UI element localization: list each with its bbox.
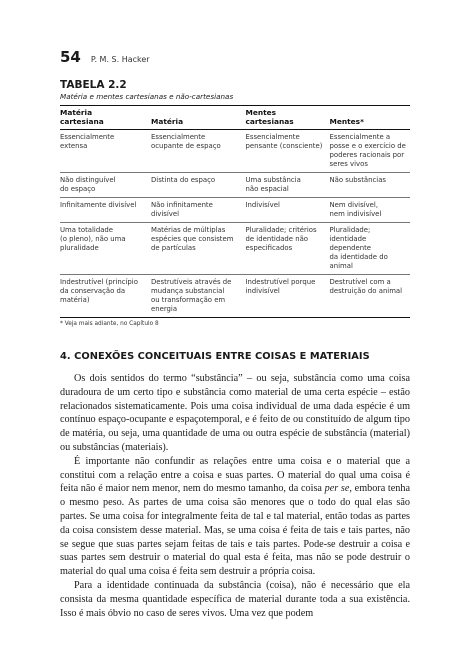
table-cell: Essencialmente ocupante de espaço bbox=[151, 133, 221, 150]
table-cell: Nem divisível, nem indivisível bbox=[329, 201, 382, 218]
table-cell: Não distinguível do espaço bbox=[60, 176, 116, 193]
table-cell: Destrutível com a destruição do animal bbox=[329, 278, 403, 295]
table-row bbox=[60, 275, 410, 318]
table-cell: Pluralidade; critérios de identidade não especificados bbox=[245, 226, 317, 252]
table-cell: Destrutíveis através de mudança substancial ou transformação em energia bbox=[151, 278, 232, 313]
column-header: Mentes cartesianas bbox=[245, 108, 294, 126]
body-paragraph: Os dois sentidos do termo “substância” – ou seja, substância como uma coisa duradoura de um certo tipo e substância como material de uma certa espécie – estão relacionados sistematicamente. Pois uma coisa individual de uma dada espécie é um contínuo espaço-ocupante e espaçotemporal, e é feito de ou constituído de algum tipo de matéria, ou seja, uma quantidade de uma ou outra espécie de substância (material) ou substâncias (materiais). bbox=[60, 373, 410, 453]
body-paragraph: Para a identidade continuada da substância (coisa), não é necessário que ela consista da mesma quantidade específica de material durante toda a sua existência. Isso é mais óbvio no caso de seres vivos. Uma vez que podem bbox=[60, 579, 410, 619]
table-body bbox=[60, 130, 410, 318]
table-title: TABELA 2.2 bbox=[60, 79, 127, 91]
table-cell: Indestrutível porque indivisível bbox=[245, 278, 316, 295]
table-row bbox=[60, 223, 410, 275]
table-cell: Distinta do espaço bbox=[151, 176, 216, 184]
table-cell: Infinitamente divisível bbox=[60, 201, 137, 209]
table-cell: Indivisível bbox=[245, 201, 280, 209]
section-heading: 4. CONEXÕES CONCEITUAIS ENTRE COISAS E MATERIAIS bbox=[60, 351, 370, 362]
table-caption: Matéria e mentes cartesianas e não-cartesianas bbox=[60, 92, 234, 101]
table-cell: Uma substância não espacial bbox=[245, 176, 301, 193]
running-head bbox=[60, 48, 150, 66]
table-cell: Essencialmente extensa bbox=[60, 133, 115, 150]
table-cell: Essencialmente pensante (consciente) bbox=[245, 133, 323, 150]
table-footnote: * Veja mais adiante, no Capítulo 8 bbox=[60, 321, 159, 327]
running-head-author: P. M. S. Hacker bbox=[90, 55, 150, 64]
table-2-2 bbox=[60, 79, 410, 327]
comparison-table bbox=[60, 108, 410, 318]
column-header: Mentes* bbox=[329, 117, 364, 126]
table-row bbox=[60, 130, 410, 173]
table-cell: Não substâncias bbox=[329, 176, 387, 184]
table-top-rule bbox=[60, 105, 410, 106]
table-cell: Pluralidade; identidade dependente da identidade do animal bbox=[329, 226, 388, 270]
body-paragraph: É importante não confundir as relações entre uma coisa e o material que a constitui com a relação entre a coisa e suas partes. O material do qual uma coisa é feita não é maior nem menor, nem do mesmo tamanho, da coisa per se, embora tenha o mesmo peso. As partes de uma coisa são menores que o todo do qual elas são partes. Se uma coisa for integralmente feita de tal e tal material, então todas as partes da coisa consistem desse material. Mas, se uma coisa é feita de tais e tais partes, não se segue que suas partes sejam feitas de tais e tais partes. Pode-se destruir a coisa e suas partes sem destruir o material do qual esta é feita, mas não se pode destruir o material do qual uma coisa é feita sem destruir a própria coisa. bbox=[60, 455, 410, 578]
table-cell: Essencialmente a posse e o exercício de poderes racionais por seres vivos bbox=[329, 133, 406, 168]
table-header-row bbox=[60, 108, 410, 130]
table-cell: Uma totalidade (o pleno), não uma pluralidade bbox=[60, 226, 126, 252]
body-text bbox=[60, 372, 410, 620]
table-row bbox=[60, 198, 410, 223]
table-cell: Indestrutível (princípio da conservação da matéria) bbox=[60, 278, 138, 304]
table-row bbox=[60, 173, 410, 198]
column-header: Matéria cartesiana bbox=[60, 108, 104, 126]
table-cell: Matérias de múltiplas espécies que consistem de partículas bbox=[151, 226, 234, 252]
column-header: Matéria bbox=[151, 117, 184, 126]
table-cell: Não infinitamente divisível bbox=[151, 201, 213, 218]
page-number: 54 bbox=[60, 48, 81, 66]
